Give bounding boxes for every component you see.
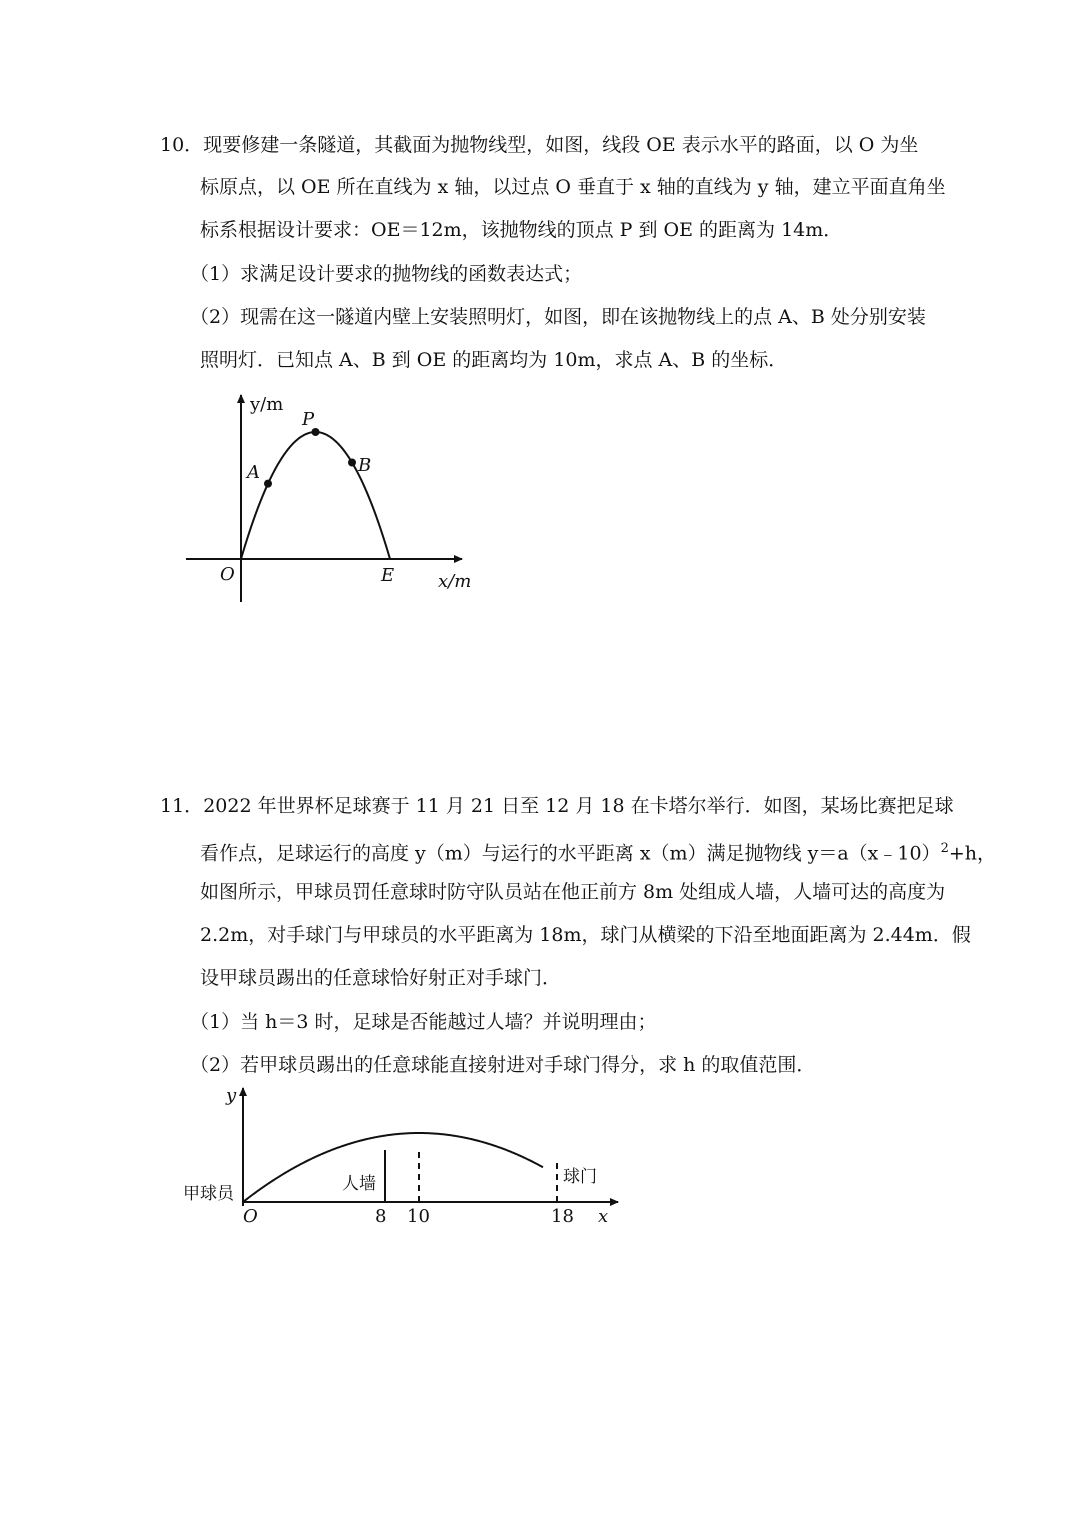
q11-x-label: x	[598, 1206, 609, 1227]
q11-line-1	[160, 792, 954, 820]
q11-line-2	[200, 835, 996, 867]
q11-line-4: 2.2m，对手球门与甲球员的水平距离为 18m，球门从横梁的下沿至地面距离为 2.44m．假	[200, 924, 971, 946]
q11-origin-label: O	[243, 1206, 258, 1227]
q10-line-2: 标原点，以 OE 所在直线为 x 轴，以过点 O 垂直于 x 轴的直线为 y 轴，建立平面直角坐	[200, 176, 946, 198]
q11-part-1: （1）当 h＝3 时，足球是否能越过人墙？并说明理由；	[190, 1011, 657, 1033]
label-o: O	[220, 564, 235, 585]
q10-part-2a: （2）现需在这一隧道内壁上安装照明灯，如图，即在该抛物线上的点 A、B 处分别安装	[190, 306, 926, 328]
q11-text-1: 2022 年世界杯足球赛于 11 月 21 日至 12 月 18 在卡塔尔举行．如图，某场比赛把足球	[203, 795, 954, 817]
point-b	[348, 458, 356, 466]
q10-line-3: 标系根据设计要求：OE＝12m，该抛物线的顶点 P 到 OE 的距离为 14m．	[200, 219, 843, 241]
goal-label: 球门	[563, 1167, 597, 1187]
q11-part-2: （2）若甲球员踢出的任意球能直接射进对手球门得分，求 h 的取值范围．	[190, 1054, 816, 1076]
tick-18: 18	[551, 1206, 574, 1227]
q10-number: 10．	[160, 134, 204, 156]
q11-line-5: 设甲球员踢出的任意球恰好射正对手球门．	[200, 967, 562, 989]
q10-x-label: x/m	[438, 571, 472, 592]
q11-figure	[175, 1082, 635, 1232]
label-b: B	[358, 455, 372, 476]
q11-number: 11．	[160, 795, 204, 817]
tick-8: 8	[375, 1206, 387, 1227]
label-e: E	[381, 565, 395, 586]
q11-line-3: 如图所示，甲球员罚任意球时防守队员站在他正前方 8m 处组成人墙，人墙可达的高度为	[200, 881, 946, 903]
q10-parabola	[241, 432, 390, 559]
q10-figure	[180, 388, 500, 608]
q11-ball-path	[243, 1133, 543, 1202]
q10-y-label: y/m	[250, 394, 284, 415]
q10-part-1: （1）求满足设计要求的抛物线的函数表达式；	[190, 263, 583, 285]
player-label: 甲球员	[183, 1184, 234, 1204]
point-a	[264, 480, 272, 488]
label-p: P	[302, 409, 315, 430]
q11-exponent: 2	[940, 841, 949, 856]
wall-label: 人墙	[342, 1174, 376, 1194]
tick-10: 10	[407, 1206, 430, 1227]
label-a: A	[247, 462, 260, 483]
q10-text-1: 现要修建一条隧道，其截面为抛物线型，如图，线段 OE 表示水平的路面，以 O 为坐	[203, 134, 919, 156]
q11-y-label: y	[226, 1085, 237, 1106]
q11-text-2-tail: +h，	[948, 842, 997, 865]
q11-text-2: 看作点，足球运行的高度 y（m）与运行的水平距离 x（m）满足抛物线 y＝a（x﹣10）	[200, 842, 941, 865]
q10-part-2b: 照明灯．已知点 A、B 到 OE 的距离均为 10m，求点 A、B 的坐标．	[200, 349, 788, 371]
q10-line-1	[160, 131, 918, 159]
